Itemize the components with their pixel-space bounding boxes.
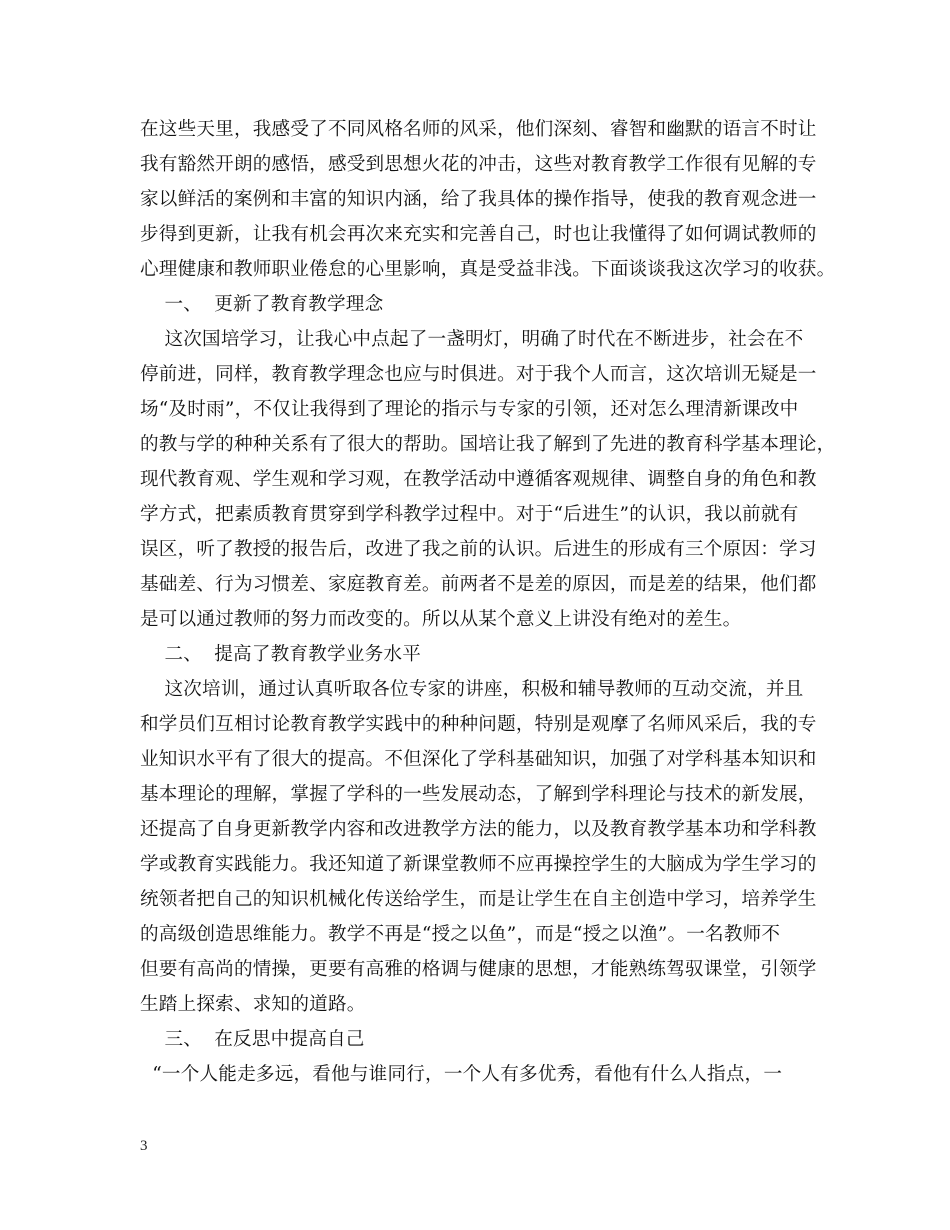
body-line: 我有豁然开朗的感悟，感受到思想火花的冲击，这些对教育教学工作很有见解的专	[140, 154, 817, 175]
body-line: 学方式，把素质教育贯穿到学科教学过程中。对于“后进生”的认识，我以前就有	[140, 504, 799, 525]
body-line: 统领者把自己的知识机械化传送给学生，而是让学生在自主创造中学习，培养学生	[140, 889, 817, 910]
body-line: 是可以通过教师的努力而改变的。所以从某个意义上讲没有绝对的差生。	[140, 609, 742, 630]
body-line: 在这些天里，我感受了不同风格名师的风采，他们深刻、睿智和幽默的语言不时让	[140, 119, 817, 140]
body-line: 生踏上探索、求知的道路。	[140, 994, 366, 1015]
body-line: 业知识水平有了很大的提高。不但深化了学科基础知识，加强了对学科基本知识和	[140, 749, 817, 770]
body-line: 现代教育观、学生观和学习观，在教学活动中遵循客观规律、调整自身的角色和教	[140, 469, 817, 490]
page-number: 3	[140, 1138, 148, 1154]
body-line: “一个人能走多远，看他与谁同行，一个人有多优秀，看他有什么人指点，一	[140, 1064, 783, 1085]
body-line: 还提高了自身更新教学内容和改进教学方法的能力，以及教育教学基本功和学科教	[140, 819, 817, 840]
section-heading-1: 一、 更新了教育教学理念	[140, 294, 384, 315]
body-line: 基础差、行为习惯差、家庭教育差。前两者不是差的原因，而是差的结果，他们都	[140, 574, 817, 595]
body-line: 误区，听了教授的报告后，改进了我之前的认识。后进生的形成有三个原因：学习	[140, 539, 817, 560]
body-line: 的高级创造思维能力。教学不再是“授之以鱼”，而是“授之以渔”。一名教师不	[140, 924, 781, 945]
body-line: 但要有高尚的情操，更要有高雅的格调与健康的思想，才能熟练驾驭课堂，引领学	[140, 959, 817, 980]
body-line: 心理健康和教师职业倦怠的心里影响，真是受益非浅。下面谈谈我这次学习的收获。	[140, 259, 836, 280]
body-line: 和学员们互相讨论教育教学实践中的种种问题，特别是观摩了名师风采后，我的专	[140, 714, 817, 735]
section-heading-3: 三、 在反思中提高自己	[140, 1029, 365, 1050]
body-line: 这次培训，通过认真听取各位专家的讲座，积极和辅导教师的互动交流，并且	[140, 679, 804, 700]
body-line: 停前进，同样，教育教学理念也应与时俱进。对于我个人而言，这次培训无疑是一	[140, 364, 817, 385]
body-line: 步得到更新，让我有机会再次来充实和完善自己，时也让我懂得了如何调试教师的	[140, 224, 817, 245]
body-line: 的教与学的种种关系有了很大的帮助。国培让我了解到了先进的教育科学基本理论，	[140, 434, 836, 455]
body-line: 学或教育实践能力。我还知道了新课堂教师不应再操控学生的大脑成为学生学习的	[140, 854, 817, 875]
document-body	[140, 112, 836, 1092]
body-line: 这次国培学习，让我心中点起了一盏明灯，明确了时代在不断进步，社会在不	[140, 329, 804, 350]
body-line: 家以鲜活的案例和丰富的知识内涵，给了我具体的操作指导，使我的教育观念进一	[140, 189, 817, 210]
body-line: 场“及时雨”，不仅让我得到了理论的指示与专家的引领，还对怎么理清新课改中	[140, 399, 799, 420]
section-heading-2: 二、 提高了教育教学业务水平	[140, 644, 421, 665]
body-line: 基本理论的理解，掌握了学科的一些发展动态，了解到学科理论与技术的新发展，	[140, 784, 817, 805]
